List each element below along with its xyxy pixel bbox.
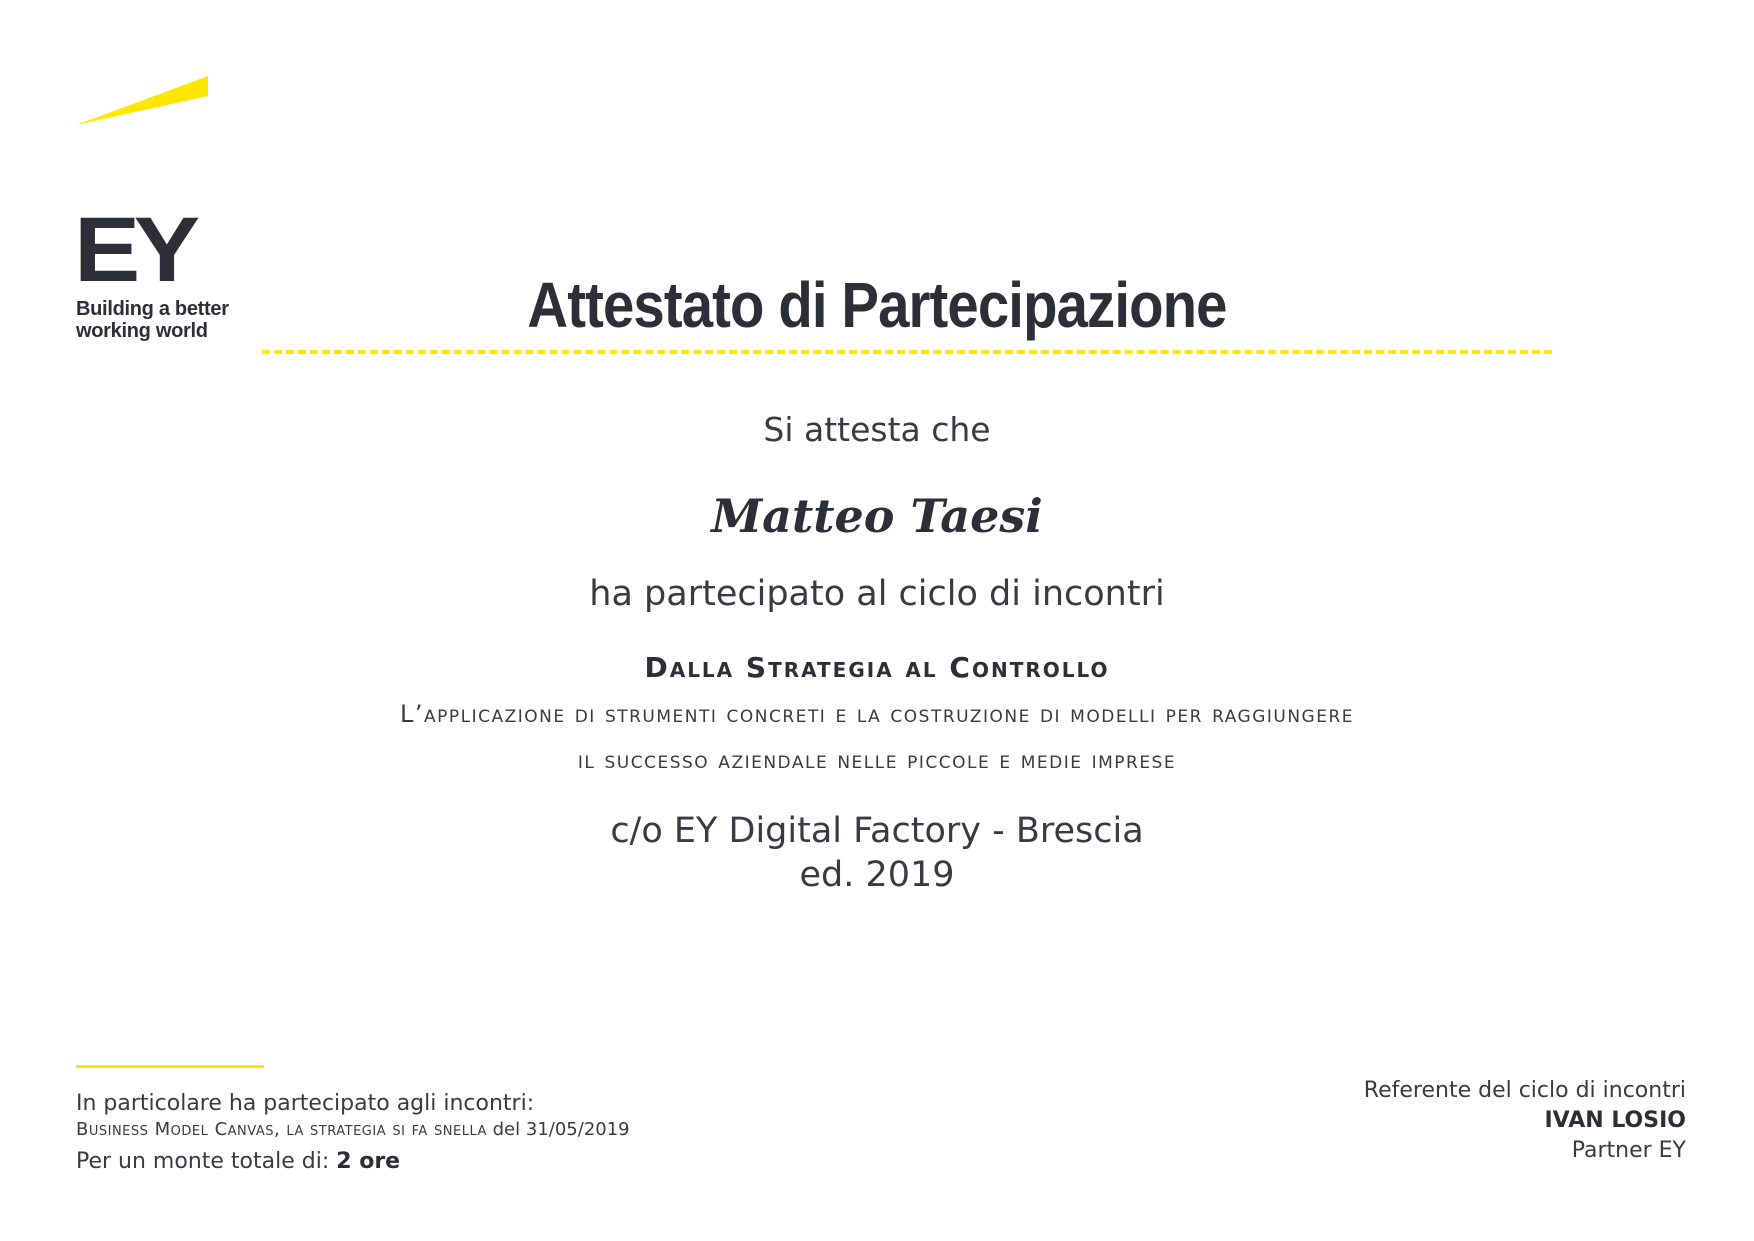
title-divider bbox=[262, 350, 1552, 354]
signatory-title: Partner EY bbox=[1571, 1138, 1686, 1163]
session-date: 31/05/2019 bbox=[525, 1119, 630, 1140]
course-subtitle-line2: il successo aziendale nelle piccole e medie imprese bbox=[577, 746, 1177, 774]
venue: c/o EY Digital Factory - Brescia bbox=[610, 811, 1144, 851]
total-prefix: Per un monte totale di: bbox=[76, 1149, 330, 1174]
intro-text: Si attesta che bbox=[763, 410, 991, 449]
session-name: Business Model Canvas, la strategia si fa snella bbox=[76, 1119, 487, 1140]
edition: ed. 2019 bbox=[799, 855, 955, 895]
session-line bbox=[76, 1118, 630, 1142]
ey-logo bbox=[74, 76, 256, 342]
logo-tagline-line2: working world bbox=[76, 320, 208, 342]
course-subtitle-line1: L’applicazione di strumenti concreti e la costruzione di modelli per raggiungere bbox=[399, 700, 1355, 728]
signatory-role: Referente del ciclo di incontri bbox=[1363, 1078, 1686, 1103]
ey-beam-icon bbox=[76, 76, 216, 126]
session-date-prefix: del bbox=[492, 1119, 521, 1140]
logo-tagline-line1: Building a better bbox=[76, 298, 229, 320]
logo-wordmark: EY bbox=[74, 199, 194, 301]
total-hours: 2 ore bbox=[336, 1149, 401, 1174]
signatory-name: IVAN LOSIO bbox=[1544, 1108, 1686, 1133]
certificate-title: Attestato di Partecipazione bbox=[527, 269, 1227, 341]
participant-name: Matteo Taesi bbox=[711, 489, 1043, 543]
course-title: Dalla Strategia al Controllo bbox=[644, 651, 1110, 684]
details-accent-rule bbox=[76, 1065, 264, 1068]
details-label: In particolare ha partecipato agli incontri: bbox=[76, 1091, 535, 1116]
participation-text: ha partecipato al ciclo di incontri bbox=[589, 574, 1165, 614]
total-hours-line bbox=[76, 1148, 400, 1176]
